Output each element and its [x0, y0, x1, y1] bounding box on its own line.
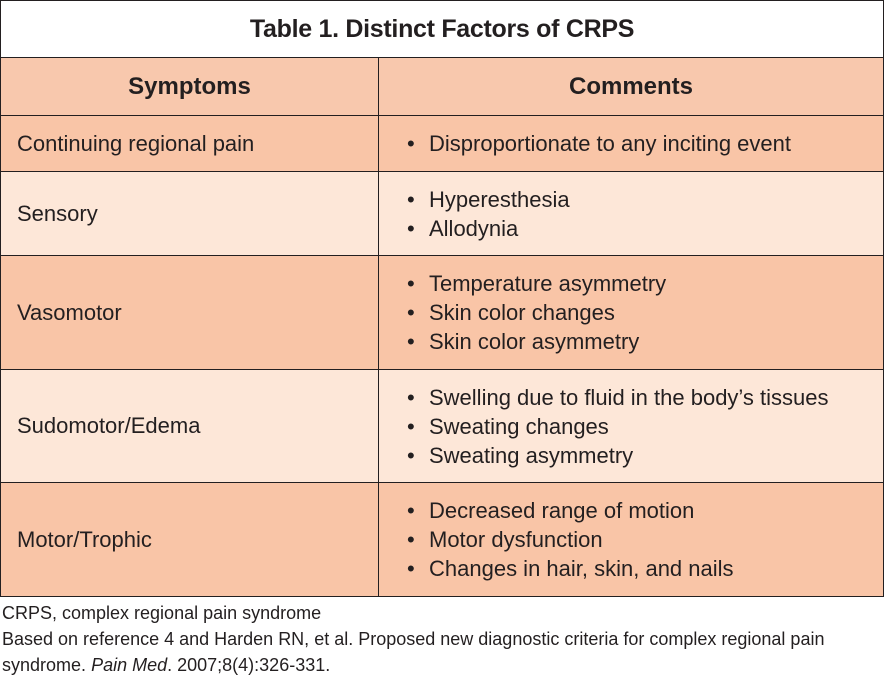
comments-list — [407, 496, 734, 583]
symptom-cell: Vasomotor — [1, 256, 379, 369]
comment-item: • Sweating asymmetry — [407, 441, 829, 470]
symptom-cell: Sudomotor/Edema — [1, 370, 379, 482]
comments-cell — [379, 483, 883, 596]
comment-item: • Disproportionate to any inciting event — [407, 129, 791, 158]
comments-cell — [379, 370, 883, 482]
comment-item: • Temperature asymmetry — [407, 269, 666, 298]
comments-cell — [379, 256, 883, 369]
reference-note — [2, 626, 882, 678]
comment-item: • Sweating changes — [407, 412, 829, 441]
reference-prefix: Based on reference 4 and Harden RN, et al. Proposed new diagnostic criteria for complex regional pain syndrome. — [2, 629, 825, 675]
comment-item: • Skin color changes — [407, 298, 666, 327]
comment-item: • Motor dysfunction — [407, 525, 734, 554]
comment-item: • Hyperesthesia — [407, 185, 570, 214]
comments-cell — [379, 116, 883, 171]
table-row — [1, 172, 883, 256]
table-footnotes — [2, 600, 882, 678]
comments-list — [407, 129, 791, 158]
comments-list — [407, 185, 570, 243]
comment-item: • Decreased range of motion — [407, 496, 734, 525]
comments-list — [407, 269, 666, 356]
abbreviation-note: CRPS, complex regional pain syndrome — [2, 603, 322, 623]
table-header-row — [1, 58, 883, 116]
table-row — [1, 116, 883, 172]
reference-suffix: . 2007;8(4):326-331. — [167, 655, 331, 675]
comment-item: • Skin color asymmetry — [407, 327, 666, 356]
symptom-cell: Motor/Trophic — [1, 483, 379, 596]
table-row — [1, 483, 883, 597]
table-title: Table 1. Distinct Factors of CRPS — [1, 1, 883, 58]
header-symptoms: Symptoms — [1, 58, 379, 115]
table-row — [1, 256, 883, 370]
comments-list — [407, 383, 829, 470]
symptom-cell: Continuing regional pain — [1, 116, 379, 171]
comment-item: • Swelling due to fluid in the body’s tissues — [407, 383, 829, 412]
comments-cell — [379, 172, 883, 255]
symptom-cell: Sensory — [1, 172, 379, 255]
header-comments: Comments — [568, 72, 694, 100]
comment-item: • Changes in hair, skin, and nails — [407, 554, 734, 583]
journal-name: Pain Med — [91, 655, 168, 675]
table-row — [1, 370, 883, 483]
comment-item: • Allodynia — [407, 214, 570, 243]
